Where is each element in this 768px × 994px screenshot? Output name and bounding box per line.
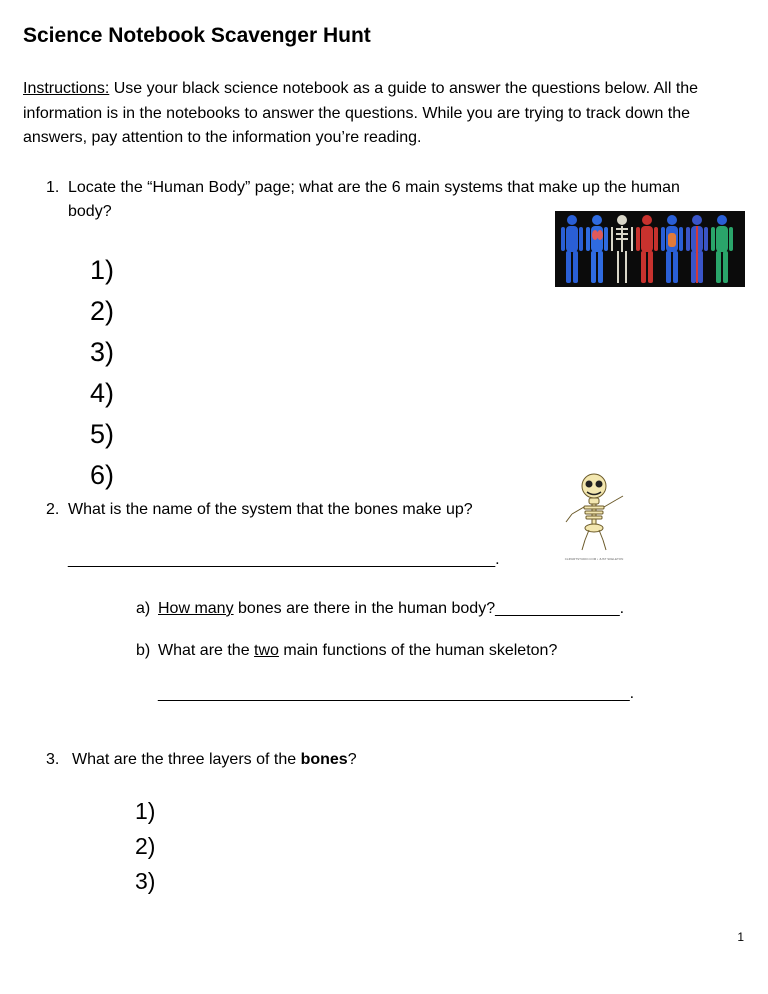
question-2-answer-blank: ________________________________________________. [68,551,500,568]
answer-4: 4) [90,378,115,408]
question-1-answer-list [90,250,114,496]
answer-6: 6) [90,460,115,490]
question-2b-post: main functions of the human skeleton? [278,642,558,659]
body-systems-image [555,211,745,287]
answer-3: 3) [90,337,115,367]
question-1-line2: body? [68,203,112,220]
skeleton-icon [560,470,628,552]
question-2-text: What is the name of the system that the bones make up? [68,501,473,518]
question-3-answer-list [135,794,155,899]
body-systems-figures [555,211,745,287]
question-2a-marker: a) [136,600,151,617]
answer-2: 2) [90,296,115,326]
q3-answer-1: 1) [135,798,156,824]
page-title: Science Notebook Scavenger Hunt [23,24,371,47]
question-2b-answer-blank: _____________________________________________________. [158,685,635,702]
question-3-pre: What are the three layers of the [72,751,301,768]
question-2a-blank: ______________. [495,600,625,617]
question-1-line1: Locate the “Human Body” page; what are the 6 main systems that make up the human [68,179,680,196]
question-2a-underlined: How many [158,600,234,617]
question-2-number: 2. [46,501,60,518]
question-2b-pre: What are the [158,642,255,659]
question-3-post: ? [347,751,357,768]
instructions-label: Instructions: [23,80,110,97]
skeleton-image [560,470,628,560]
page-number: 1 [737,930,744,944]
answer-1: 1) [90,255,115,285]
instructions-text: Use your black science notebook as a guide to answer the questions below. All the information is in the notebooks to answer the questions. While you are trying to track down the answers, pay attention to the information you’re reading. [23,80,699,146]
question-2b-text [158,639,557,663]
question-1-number: 1. [46,179,60,196]
question-2b-underlined: two [254,642,279,659]
question-2a-text [158,597,624,621]
answer-5: 5) [90,419,115,449]
q3-answer-2: 2) [135,833,156,859]
question-2a-body: bones are there in the human body? [233,600,496,617]
skeleton-caption: CLIPARTSTUDIO.COM • JUST SKELETON [564,557,624,561]
question-3-number: 3. [46,751,60,768]
instructions [23,77,745,151]
question-3-bold: bones [300,751,348,768]
q3-answer-3: 3) [135,868,156,894]
question-3-text [72,748,357,772]
question-2b-marker: b) [136,642,151,659]
